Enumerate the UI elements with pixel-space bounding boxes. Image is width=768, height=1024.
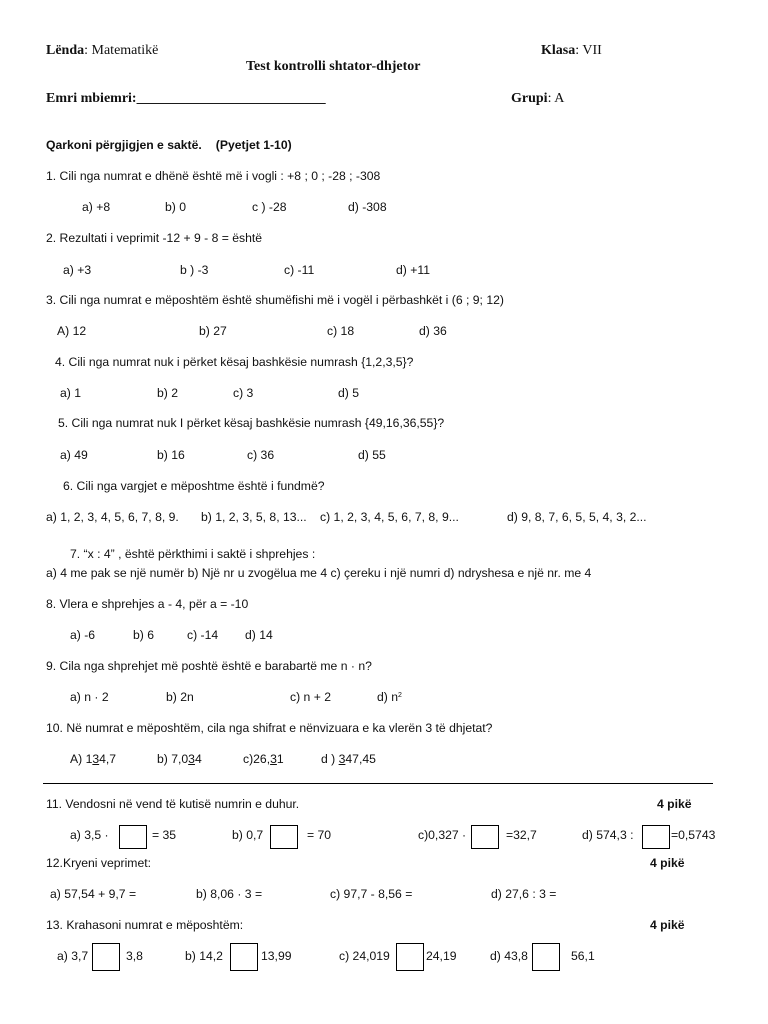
q3-option-d: d) 36: [419, 324, 447, 338]
q11-b-suffix: = 70: [307, 828, 332, 842]
q8-option-d: d) 14: [245, 628, 273, 642]
group-label: Grupi: [511, 91, 548, 106]
question-2: 2. Rezultati i veprimit -12 + 9 - 8 = është: [46, 231, 263, 245]
q13-a-comparison-box[interactable]: [92, 943, 120, 971]
q10-b-suffix: 4: [194, 752, 202, 766]
q10-d-underlined-digit: 3: [338, 752, 346, 766]
q10-b-prefix: b) 7,0: [157, 752, 189, 766]
q13-points: 4 pikë: [650, 918, 685, 932]
q12-c: c) 97,7 - 8,56 =: [330, 887, 413, 901]
q5-option-d: d) 55: [358, 448, 386, 462]
question-8: 8. Vlera e shprehjes a - 4, për a = -10: [46, 597, 249, 611]
question-9: 9. Cila nga shprehjet më poshtë është e barabartë me n · n?: [46, 659, 372, 673]
question-11: 11. Vendosni në vend të kutisë numrin e duhur.: [46, 797, 300, 811]
question-4: 4. Cili nga numrat nuk i përket kësaj bashkësie numrash {1,2,3,5}?: [55, 355, 414, 369]
q9-option-d-exponent: 2: [398, 692, 402, 699]
q13-c-right: 24,19: [426, 949, 457, 963]
q12-points: 4 pikë: [650, 856, 685, 870]
q9-option-b: b) 2n: [166, 690, 194, 704]
question-12: 12.Kryeni veprimet:: [46, 856, 151, 870]
q10-a-prefix: A) 1: [70, 752, 93, 766]
q1-option-b: b) 0: [165, 200, 187, 214]
q11-a-suffix: = 35: [152, 828, 177, 842]
q10-option-c: [243, 753, 284, 765]
q10-option-a: [70, 753, 116, 765]
q11-c-suffix: =32,7: [506, 828, 537, 842]
q2-option-b: b ) -3: [180, 263, 209, 277]
q10-c-prefix: c)26,: [243, 752, 271, 766]
q10-a-underlined-digit: 3: [92, 752, 100, 766]
q13-b-left: b) 14,2: [185, 949, 223, 963]
q13-b-comparison-box[interactable]: [230, 943, 258, 971]
subject-value: : Matematikë: [84, 43, 159, 58]
q10-a-suffix: 4,7: [99, 752, 117, 766]
q11-a-answer-box[interactable]: [119, 825, 147, 849]
q11-points: 4 pikë: [657, 797, 692, 811]
question-7: 7. “x : 4” , është përkthimi i saktë i shprehjes :: [70, 547, 316, 561]
q9-option-d-text: d) n: [377, 690, 399, 704]
question-6: 6. Cili nga vargjet e mëposhtme është i fundmë?: [63, 479, 325, 493]
question-10: 10. Në numrat e mëposhtëm, cila nga shifrat e nënvizuara e ka vlerën 3 të dhjetat?: [46, 721, 493, 735]
q11-d-answer-box[interactable]: [642, 825, 670, 849]
question-5: 5. Cili nga numrat nuk I përket kësaj bashkësie numrash {49,16,36,55}?: [58, 416, 445, 430]
q13-a-left: a) 3,7: [57, 949, 89, 963]
q1-option-a: a) +8: [82, 200, 111, 214]
q13-c-comparison-box[interactable]: [396, 943, 424, 971]
section-divider: [43, 783, 713, 784]
q7-options: a) 4 me pak se një numër b) Një nr u zvogëlua me 4 c) çereku i një numri d) ndryshesa e një nr. me 4: [46, 566, 592, 580]
q13-b-right: 13,99: [261, 949, 292, 963]
q6-option-c: c) 1, 2, 3, 4, 5, 6, 7, 8, 9...: [320, 510, 459, 524]
q4-option-d: d) 5: [338, 386, 360, 400]
q11-b-answer-box[interactable]: [270, 825, 298, 849]
q6-option-a: a) 1, 2, 3, 4, 5, 6, 7, 8, 9.: [46, 510, 179, 524]
q8-option-c: c) -14: [187, 628, 219, 642]
q10-option-d: [321, 753, 376, 765]
q12-b: b) 8,06 · 3 =: [196, 887, 263, 901]
instruction-range: (Pyetjet 1-10): [215, 138, 292, 152]
q2-option-d: d) +11: [396, 263, 430, 277]
question-13: 13. Krahasoni numrat e mëposhtëm:: [46, 918, 244, 932]
q3-option-a: A) 12: [57, 324, 87, 338]
q5-option-b: b) 16: [157, 448, 185, 462]
q10-d-suffix: 47,45: [345, 752, 376, 766]
q4-option-a: a) 1: [60, 386, 82, 400]
test-title: Test kontrolli shtator-dhjetor: [246, 59, 421, 74]
q8-option-a: a) -6: [70, 628, 96, 642]
group-value: : A: [547, 91, 565, 106]
q9-option-c: c) n + 2: [290, 690, 331, 704]
q11-c-prefix: c)0,327 ·: [418, 828, 467, 842]
q13-a-right: 3,8: [126, 949, 143, 963]
subject-line: [46, 44, 158, 58]
question-3: 3. Cili nga numrat e mëposhtëm është shumëfishi më i vogël i përbashkët i (6 ; 9; 12): [46, 293, 504, 307]
q11-d-suffix: =0,5743: [671, 828, 716, 842]
class-label: Klasa: [541, 43, 576, 58]
group-line: [511, 92, 564, 106]
q5-option-a: a) 49: [60, 448, 88, 462]
q10-option-b: [157, 753, 202, 765]
q8-option-b: b) 6: [133, 628, 155, 642]
q1-option-d: d) -308: [348, 200, 387, 214]
class-line: [541, 44, 602, 58]
q5-option-c: c) 36: [247, 448, 275, 462]
q3-option-b: b) 27: [199, 324, 227, 338]
q13-d-left: d) 43,8: [490, 949, 528, 963]
q10-d-prefix: d ): [321, 752, 339, 766]
q3-option-c: c) 18: [327, 324, 355, 338]
q11-d-prefix: d) 574,3 :: [582, 828, 634, 842]
q9-option-d: [377, 691, 402, 703]
q10-c-underlined-digit: 3: [270, 752, 277, 766]
q11-b-prefix: b) 0,7: [232, 828, 264, 842]
q11-a-prefix: a) 3,5 ·: [70, 828, 109, 842]
section-instruction: [46, 139, 292, 151]
q6-option-b: b) 1, 2, 3, 5, 8, 13...: [201, 510, 307, 524]
q4-option-b: b) 2: [157, 386, 179, 400]
question-1: 1. Cili nga numrat e dhënë është më i vogli : +8 ; 0 ; -28 ; -308: [46, 169, 381, 183]
q12-d: d) 27,6 : 3 =: [491, 887, 557, 901]
q10-c-suffix: 1: [276, 752, 284, 766]
q2-option-c: c) -11: [284, 263, 315, 277]
q4-option-c: c) 3: [233, 386, 254, 400]
q13-d-right: 56,1: [571, 949, 595, 963]
q6-option-d: d) 9, 8, 7, 6, 5, 5, 4, 3, 2...: [507, 510, 647, 524]
instruction-text: Qarkoni përgjigjen e saktë.: [46, 138, 202, 152]
q9-option-a: a) n · 2: [70, 690, 109, 704]
class-value: : VII: [575, 43, 602, 58]
name-field-label: Emri mbiemri:___________________________: [46, 91, 326, 106]
q13-c-left: c) 24,019: [339, 949, 390, 963]
subject-label: Lënda: [46, 43, 85, 58]
q12-a: a) 57,54 + 9,7 =: [50, 887, 137, 901]
q10-b-underlined-digit: 3: [188, 752, 195, 766]
q11-c-answer-box[interactable]: [471, 825, 499, 849]
q2-option-a: a) +3: [63, 263, 92, 277]
q1-option-c: c ) -28: [252, 200, 287, 214]
q13-d-comparison-box[interactable]: [532, 943, 560, 971]
